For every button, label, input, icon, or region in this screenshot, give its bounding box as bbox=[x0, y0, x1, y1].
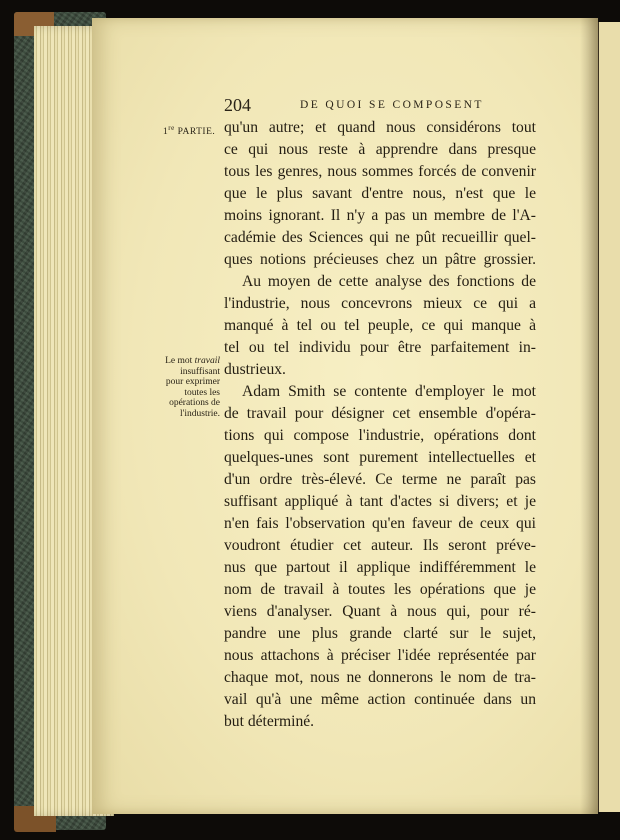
part-ordinal: 1 bbox=[163, 127, 169, 138]
margin-note-line: insuffisant bbox=[180, 366, 220, 377]
text-line: de travail pour désigner cet ensemble d'opéra- bbox=[224, 405, 536, 422]
text-line: manqué à tel ou tel peuple, ce qui manque à bbox=[224, 317, 536, 334]
text-line: viens d'analyser. Quant à nous qui, pour ré- bbox=[224, 603, 536, 620]
margin-note-line: opérations de bbox=[169, 398, 220, 408]
text-line: but déterminé. bbox=[224, 713, 315, 730]
margin-note bbox=[150, 356, 220, 419]
text-line: voudront étudier cet auteur. Ils seront préve- bbox=[224, 537, 536, 554]
text-line: nous attachons à préciser l'idée représentée par bbox=[224, 647, 536, 664]
text-line: chaque mot, nous ne donnerons le nom de tra- bbox=[224, 669, 536, 686]
text-line: ques notions précieuses chez un pâtre grossier. bbox=[224, 251, 536, 268]
margin-note-line: toutes les bbox=[184, 387, 220, 398]
text-line: suffisant appliqué à tant d'actes si divers; et je bbox=[224, 493, 536, 510]
text-line: dustrieux. bbox=[224, 361, 286, 378]
text-line: Adam Smith se contente d'employer le mot bbox=[242, 383, 536, 400]
text-line: cadémie des Sciences qui ne pût recueillir quel- bbox=[224, 229, 536, 246]
margin-note-prefix: Le mot bbox=[165, 356, 195, 366]
margin-note-word: travail bbox=[194, 356, 220, 366]
text-line: moins ignorant. Il n'y a pas un membre de l'A- bbox=[224, 207, 536, 224]
part-label: PARTIE. bbox=[177, 127, 216, 138]
text-line: tions qui compose l'industrie, opérations dont bbox=[224, 427, 536, 444]
margin-note-line: pour exprimer bbox=[165, 377, 220, 387]
page-number: 204 bbox=[224, 95, 251, 115]
gutter-shadow bbox=[580, 18, 598, 814]
margin-note-line: l'industrie. bbox=[180, 408, 220, 419]
margin-note-heading bbox=[150, 356, 220, 367]
text-line: d'un ordre très-élevé. Ce terme ne paraît pas bbox=[224, 471, 536, 488]
facing-page-edge bbox=[598, 22, 620, 812]
text-line: ce qui nous reste à apprendre dans presque bbox=[224, 141, 536, 158]
text-line: Au moyen de cette analyse des fonctions de bbox=[242, 273, 536, 290]
text-line: tous les genres, nous sommes forcés de convenir bbox=[224, 163, 536, 180]
part-ordinal-suffix: re bbox=[168, 124, 175, 132]
text-line: n'en fais l'observation qu'en faveur de ceux qui bbox=[224, 515, 536, 532]
running-head bbox=[224, 95, 536, 115]
part-marker bbox=[163, 124, 215, 137]
text-line: que le plus savant d'entre nous, n'est que le bbox=[224, 185, 536, 202]
text-line: tel ou tel individu pour être parfaitement in- bbox=[224, 339, 536, 356]
text-line: nus que partout il applique indifféremment le bbox=[224, 559, 536, 576]
text-line: l'industrie, nous concevrons mieux ce qui a bbox=[224, 295, 536, 312]
text-line: pandre une plus grande clarté sur le sujet, bbox=[224, 625, 536, 642]
text-line: qu'un autre; et quand nous considérons tout bbox=[224, 119, 536, 136]
text-line: quelques-unes sont purement intellectuelles et bbox=[224, 449, 536, 466]
text-line: nom de travail à toutes les opérations que je bbox=[224, 581, 536, 598]
text-line: vail qu'à une même action continuée dans un bbox=[224, 691, 536, 708]
running-title: DE QUOI SE COMPOSENT bbox=[300, 99, 484, 111]
